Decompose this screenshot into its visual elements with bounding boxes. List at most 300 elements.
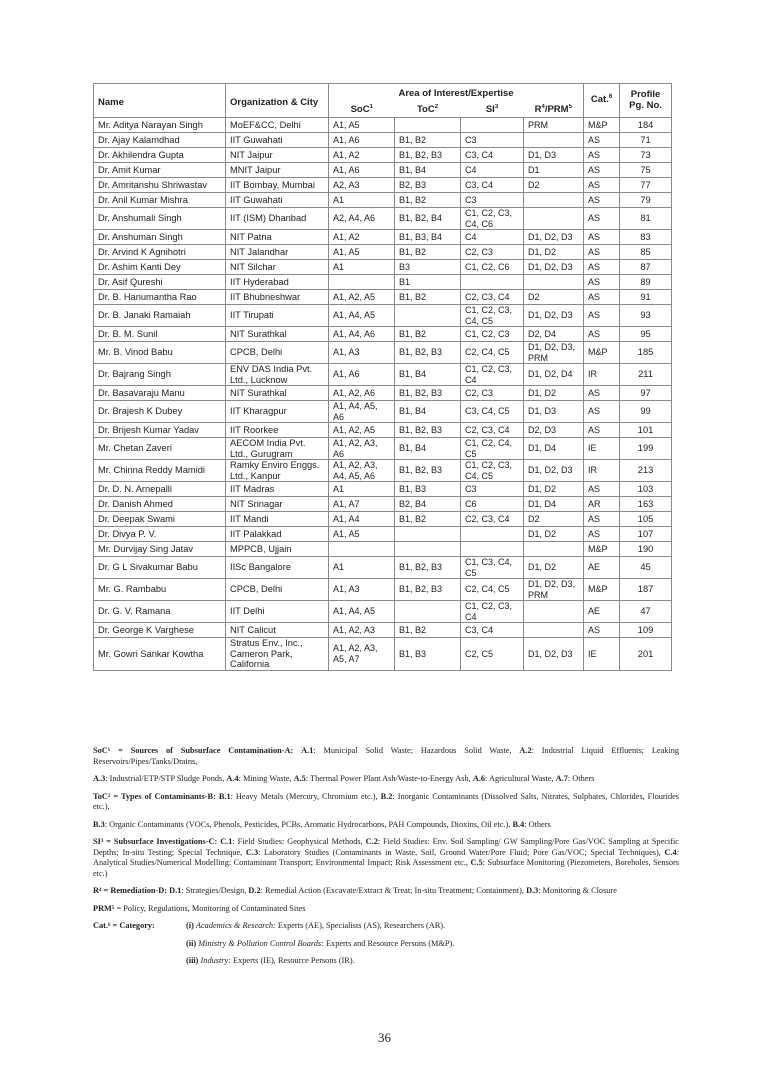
footnotes (93, 746, 679, 974)
toc-cell: B1, B2, B3 (395, 460, 461, 482)
table-row (94, 275, 672, 290)
toc-cell: B1, B2, B4 (395, 208, 461, 230)
remediation-cell (524, 542, 584, 557)
page-number: 36 (378, 1030, 391, 1045)
si-cell: C1, C2, C3, C4, C5 (461, 460, 524, 482)
r-header-text: R (534, 104, 542, 115)
category-3-text: Experts (IE), Resource Persons (IR). (230, 956, 355, 965)
category-cell: AS (584, 260, 620, 275)
soc-cell: A1, A2, A3 (329, 623, 395, 638)
soc-a4-text: : Mining Waste, (238, 774, 292, 783)
toc-header-text: ToC (416, 104, 435, 115)
remediation-column-header (524, 104, 584, 118)
toc-cell: B1, B4 (395, 364, 461, 386)
organization-cell: IIT Mandi (226, 512, 329, 527)
si-c5-code: C.5 (470, 858, 483, 867)
table-row (94, 623, 672, 638)
category-header-sup: 6 (608, 94, 613, 101)
soc-cell: A1, A2, A6 (329, 386, 395, 401)
name-cell: Mr. Durvijay Sing Jatav (94, 542, 226, 557)
profile-page-cell: 185 (620, 342, 672, 364)
profile-page-cell: 184 (620, 118, 672, 133)
organization-cell: MNIT Jaipur (226, 163, 329, 178)
category-cell: AS (584, 290, 620, 305)
toc-b1-code: B.1 (218, 791, 231, 801)
remediation-cell (524, 208, 584, 230)
remediation-cell: D1, D2 (524, 482, 584, 497)
organization-cell: IIT Guwahati (226, 133, 329, 148)
profile-page-cell: 163 (620, 497, 672, 512)
table-row (94, 163, 672, 178)
profile-page-cell: 47 (620, 601, 672, 623)
table-row (94, 230, 672, 245)
soc-a3-text: : Industrial/ETP/STP Sludge Ponds, (105, 774, 225, 783)
si-cell: C3, C4, C5 (461, 401, 524, 423)
si-cell (461, 275, 524, 290)
soc-cell: A1, A2, A3, A6 (329, 438, 395, 460)
soc-cell: A1 (329, 260, 395, 275)
remediation-cell: D1, D3 (524, 148, 584, 163)
table-row (94, 542, 672, 557)
prm-header-sup: 5 (568, 103, 572, 110)
profile-page-cell: 83 (620, 230, 672, 245)
category-cell: AS (584, 482, 620, 497)
profile-page-cell: 71 (620, 133, 672, 148)
name-cell: Dr. Ashim Kanti Dey (94, 260, 226, 275)
si-cell: C1, C3, C4, C5 (461, 557, 524, 579)
si-cell: C1, C2, C3, C4, C6 (461, 208, 524, 230)
organization-cell: CPCB, Delhi (226, 342, 329, 364)
r-d1-code: D.1 (169, 886, 182, 895)
organization-cell: IIT Palakkad (226, 527, 329, 542)
si-header-sup: 3 (494, 103, 499, 110)
organization-cell: Stratus Env., Inc., Cameron Park, California (226, 638, 329, 671)
category-2-text: Experts and Resource Persons (M&P). (323, 938, 455, 948)
prm-header-text: /PRM (544, 104, 569, 115)
note-remediation (93, 886, 679, 897)
soc-cell: A1, A2, A5 (329, 290, 395, 305)
soc-cell: A1, A6 (329, 163, 395, 178)
name-column-header: Name (94, 84, 226, 118)
r-d3-code: D.3 (526, 886, 539, 895)
category-cell: M&P (584, 542, 620, 557)
category-cell: IR (584, 364, 620, 386)
category-cell: AS (584, 386, 620, 401)
remediation-cell: D2, D3 (524, 423, 584, 438)
si-cell: C2, C3 (461, 245, 524, 260)
table-row (94, 193, 672, 208)
soc-label: SoC¹ = Sources of Subsurface Contamination-A: (93, 746, 294, 755)
organization-cell: IIT Hyderabad (226, 275, 329, 290)
toc-cell: B1, B2, B3 (395, 423, 461, 438)
profile-page-cell: 73 (620, 148, 672, 163)
category-cell: IR (584, 460, 620, 482)
soc-cell: A1, A6 (329, 364, 395, 386)
si-cell: C3, C4 (461, 623, 524, 638)
category-3-heading: Industry: (200, 956, 231, 965)
si-cell: C3 (461, 193, 524, 208)
si-cell: C2, C5 (461, 638, 524, 671)
name-cell: Dr. Brajesh K Dubey (94, 401, 226, 423)
si-cell: C2, C4, C5 (461, 342, 524, 364)
name-cell: Dr. Anshumali Singh (94, 208, 226, 230)
soc-cell: A1, A7 (329, 497, 395, 512)
toc-cell: B1, B3 (395, 638, 461, 671)
soc-cell: A1, A3 (329, 342, 395, 364)
remediation-cell: D1, D2 (524, 527, 584, 542)
category-item-1 (186, 921, 445, 932)
profile-page-cell: 107 (620, 527, 672, 542)
soc-header-text: SoC (350, 104, 370, 115)
toc-label: ToC² = Types of Contaminants-B: (93, 791, 216, 801)
table-row (94, 438, 672, 460)
experts-table (93, 83, 672, 671)
remediation-cell: D1 (524, 163, 584, 178)
si-cell: C2, C3, C4 (461, 512, 524, 527)
table-row (94, 364, 672, 386)
si-column-header (461, 104, 524, 118)
remediation-cell (524, 193, 584, 208)
category-cell: IE (584, 438, 620, 460)
name-cell: Dr. Brijesh Kumar Yadav (94, 423, 226, 438)
category-item-2 (186, 939, 679, 950)
remediation-cell: D1, D2 (524, 245, 584, 260)
remediation-cell: D1, D2 (524, 557, 584, 579)
organization-cell: AECOM India Pvt. Ltd., Gurugram (226, 438, 329, 460)
organization-cell: MPPCB, Ujjain (226, 542, 329, 557)
table-row (94, 497, 672, 512)
soc-a1-text: : Municipal Solid Waste; Hazardous Solid Waste, (313, 746, 512, 755)
soc-cell: A1, A2 (329, 148, 395, 163)
toc-cell: B1, B2 (395, 290, 461, 305)
toc-cell: B1, B2, B3 (395, 342, 461, 364)
name-cell: Dr. G. V. Ramana (94, 601, 226, 623)
category-cell: AS (584, 148, 620, 163)
category-cell: M&P (584, 342, 620, 364)
toc-cell: B1, B2, B3 (395, 386, 461, 401)
table-row (94, 527, 672, 542)
name-cell: Dr. Anshuman Singh (94, 230, 226, 245)
table-row (94, 482, 672, 497)
category-cell: AS (584, 305, 620, 327)
si-cell: C2, C3, C4 (461, 423, 524, 438)
soc-cell: A1, A6 (329, 133, 395, 148)
si-c3-text: : Laboratory Studies (Contaminants in Waste, Soil, Ground Water/Pore Fluid; Pore Gas/VOC; Special Techniques), (258, 847, 661, 857)
profile-page-cell: 201 (620, 638, 672, 671)
category-1-number: (i) (186, 921, 194, 930)
remediation-cell: D1, D2, D3 (524, 305, 584, 327)
toc-cell: B1, B2, B3 (395, 148, 461, 163)
organization-cell: IIT Guwahati (226, 193, 329, 208)
organization-column-header: Organization & City (226, 84, 329, 118)
name-cell: Dr. Anil Kumar Mishra (94, 193, 226, 208)
toc-cell: B3 (395, 260, 461, 275)
note-toc-continued (93, 820, 679, 831)
si-cell (461, 527, 524, 542)
organization-cell: NIT Calicut (226, 623, 329, 638)
si-c3-code: C.3 (245, 847, 259, 857)
category-cell: IE (584, 638, 620, 671)
category-cell: M&P (584, 118, 620, 133)
profile-page-cell: 95 (620, 327, 672, 342)
profile-page-cell: 97 (620, 386, 672, 401)
organization-cell: NIT Jaipur (226, 148, 329, 163)
organization-cell: NIT Jalandhar (226, 245, 329, 260)
category-2-number: (ii) (186, 938, 197, 948)
si-c2-code: C.2 (365, 837, 378, 846)
remediation-cell: D1, D2, D3 (524, 638, 584, 671)
table-row (94, 118, 672, 133)
profile-page-cell: 45 (620, 557, 672, 579)
toc-cell: B1, B2 (395, 512, 461, 527)
note-toc (93, 792, 679, 813)
name-cell: Dr. B. Janaki Ramaiah (94, 305, 226, 327)
organization-cell: IISc Bangalore (226, 557, 329, 579)
profile-page-cell: 81 (620, 208, 672, 230)
category-label: Cat.⁶ = Category: (93, 921, 155, 930)
table-row (94, 245, 672, 260)
soc-cell: A1, A2, A3, A5, A7 (329, 638, 395, 671)
soc-cell: A2, A3 (329, 178, 395, 193)
name-cell: Dr. Danish Ahmed (94, 497, 226, 512)
toc-cell: B1, B2, B3 (395, 579, 461, 601)
soc-cell: A1, A4, A5, A6 (329, 401, 395, 423)
soc-a2-text: : Industrial Liquid Effluents; Leaking Reservoirs/Pipes/Tanks/Drains, (93, 746, 680, 766)
table-row (94, 208, 672, 230)
table-row (94, 423, 672, 438)
soc-a4-code: A.4 (226, 774, 239, 783)
soc-cell: A1, A5 (329, 118, 395, 133)
toc-cell: B1, B4 (395, 401, 461, 423)
table-row (94, 512, 672, 527)
si-header-text: SI (485, 104, 495, 115)
remediation-cell: D2 (524, 290, 584, 305)
remediation-cell: D1, D2, D3 (524, 230, 584, 245)
note-si (93, 837, 679, 879)
toc-cell: B1, B2, B3 (395, 557, 461, 579)
organization-cell: IIT Bhubneshwar (226, 290, 329, 305)
si-cell: C2, C4, C5 (461, 579, 524, 601)
category-cell: AS (584, 275, 620, 290)
prm-label: PRM⁵ (93, 903, 115, 913)
category-cell: AS (584, 163, 620, 178)
organization-cell: IIT Roorkee (226, 423, 329, 438)
si-cell: C6 (461, 497, 524, 512)
r-d2-code: D.2 (248, 886, 261, 895)
category-cell: AE (584, 557, 620, 579)
r-d2-text: : Remedial Action (Excavate/Extract & Treat; In-situ Treatment; Containment), (260, 886, 524, 895)
name-cell: Dr. Amritanshu Shriwastav (94, 178, 226, 193)
toc-b2-code: B.2 (380, 791, 393, 801)
soc-cell: A1 (329, 193, 395, 208)
name-cell: Mr. Chinna Reddy Mamidi (94, 460, 226, 482)
toc-cell: B1, B2 (395, 133, 461, 148)
toc-cell (395, 542, 461, 557)
si-cell: C1, C2, C3, C4 (461, 601, 524, 623)
organization-cell: IIT (ISM) Dhanbad (226, 208, 329, 230)
name-cell: Dr. Akhilendra Gupta (94, 148, 226, 163)
category-2-heading: Ministry & Pollution Control Boards: (198, 938, 324, 948)
table-row (94, 342, 672, 364)
organization-cell: IIT Bombay, Mumbai (226, 178, 329, 193)
remediation-cell (524, 601, 584, 623)
organization-cell: ENV DAS India Pvt. Ltd., Lucknow (226, 364, 329, 386)
remediation-cell: D2, D4 (524, 327, 584, 342)
organization-cell: NIT Patna (226, 230, 329, 245)
soc-cell: A1, A4, A5 (329, 305, 395, 327)
soc-cell (329, 542, 395, 557)
soc-a6-code: A.6 (472, 774, 486, 783)
name-cell: Dr. Arvind K Agnihotri (94, 245, 226, 260)
soc-cell: A1, A5 (329, 527, 395, 542)
organization-cell: NIT Srinagar (226, 497, 329, 512)
remediation-cell: D1, D2, D3, PRM (524, 342, 584, 364)
table-row (94, 178, 672, 193)
soc-cell: A1, A4, A5 (329, 601, 395, 623)
soc-cell: A1, A2, A3, A4, A5, A6 (329, 460, 395, 482)
organization-cell: NIT Silchar (226, 260, 329, 275)
table-row (94, 290, 672, 305)
si-c4-code: C.4 (664, 847, 677, 857)
organization-cell: NIT Surathkal (226, 327, 329, 342)
si-cell: C1, C2, C6 (461, 260, 524, 275)
si-cell: C4 (461, 163, 524, 178)
table-row (94, 460, 672, 482)
profile-page-cell: 75 (620, 163, 672, 178)
toc-cell: B1, B3, B4 (395, 230, 461, 245)
toc-cell: B1, B2 (395, 245, 461, 260)
soc-a1-code: A.1 (301, 746, 314, 755)
toc-b3-text: : Organic Contaminants (VOCs, Phenols, Pesticides, PCBs, Aromatic Hydrocarbons, PAH Compounds, Dioxins, Oil etc.), (104, 819, 511, 829)
table-row (94, 260, 672, 275)
category-cell: AS (584, 178, 620, 193)
category-cell: AE (584, 601, 620, 623)
table-row (94, 579, 672, 601)
remediation-cell (524, 133, 584, 148)
profile-page-cell: 105 (620, 512, 672, 527)
toc-b4-text: : Others (524, 819, 551, 829)
profile-page-column-header: Profile Pg. No. (620, 84, 672, 118)
soc-a2-code: A.2 (519, 746, 532, 755)
soc-cell: A1, A2, A5 (329, 423, 395, 438)
category-cell: AS (584, 245, 620, 260)
soc-column-header (329, 104, 395, 118)
si-cell: C3 (461, 482, 524, 497)
toc-cell: B2, B4 (395, 497, 461, 512)
toc-b1-text: : Heavy Metals (Mercury, Chromium etc.), (230, 791, 378, 801)
profile-page-cell: 187 (620, 579, 672, 601)
profile-page-cell: 213 (620, 460, 672, 482)
soc-header-sup: 1 (369, 103, 373, 110)
category-3-number: (iii) (186, 956, 199, 965)
name-cell: Mr. Aditya Narayan Singh (94, 118, 226, 133)
category-cell: AR (584, 497, 620, 512)
organization-cell: NIT Surathkal (226, 386, 329, 401)
soc-cell (329, 275, 395, 290)
si-cell: C1, C2, C3 (461, 327, 524, 342)
toc-cell: B1, B2 (395, 623, 461, 638)
si-cell: C3, C4 (461, 178, 524, 193)
category-cell: AS (584, 208, 620, 230)
category-cell: AS (584, 401, 620, 423)
toc-cell (395, 118, 461, 133)
name-cell: Dr. George K Varghese (94, 623, 226, 638)
category-cell: AS (584, 327, 620, 342)
si-cell: C1, C2, C3, C4 (461, 364, 524, 386)
remediation-cell: D1, D3 (524, 401, 584, 423)
toc-cell: B2, B3 (395, 178, 461, 193)
si-c2-text: : Field Studies: Env. Soil Sampling/ GW Sampling/Pore Gas/VOC Sampling at Specific Depths; In-situ Testing; Special Technique, (93, 837, 679, 857)
profile-page-cell: 190 (620, 542, 672, 557)
profile-page-cell: 79 (620, 193, 672, 208)
remediation-cell: D1, D2 (524, 386, 584, 401)
category-cell: AS (584, 230, 620, 245)
table-body (94, 118, 672, 671)
remediation-cell: D1, D4 (524, 438, 584, 460)
soc-cell: A1 (329, 557, 395, 579)
name-cell: Mr. Gowri Sankar Kowtha (94, 638, 226, 671)
note-soc (93, 746, 679, 767)
profile-page-cell: 85 (620, 245, 672, 260)
toc-column-header (395, 104, 461, 118)
si-cell: C1, C2, C4, C5 (461, 438, 524, 460)
remediation-cell: D2 (524, 178, 584, 193)
profile-page-cell: 91 (620, 290, 672, 305)
name-cell: Dr. Asif Qureshi (94, 275, 226, 290)
soc-a6-text: : Agricultural Waste, (485, 774, 554, 783)
table-row (94, 327, 672, 342)
si-cell: C3 (461, 133, 524, 148)
name-cell: Mr. Chetan Zaveri (94, 438, 226, 460)
category-cell: AS (584, 193, 620, 208)
toc-cell: B1, B3 (395, 482, 461, 497)
toc-cell (395, 601, 461, 623)
r-label: R⁴ = Remediation-D: (93, 886, 168, 895)
si-c1-text: : Field Studies: Geophysical Methods, (232, 837, 363, 846)
soc-a7-code: A.7 (555, 774, 568, 783)
remediation-cell: D1, D2, D4 (524, 364, 584, 386)
name-cell: Dr. B. M. Sunil (94, 327, 226, 342)
si-cell: C2, C3 (461, 386, 524, 401)
si-cell: C4 (461, 230, 524, 245)
name-cell: Dr. Ajay Kalamdhad (94, 133, 226, 148)
profile-page-cell: 211 (620, 364, 672, 386)
category-cell: AS (584, 623, 620, 638)
table-row (94, 557, 672, 579)
toc-cell (395, 527, 461, 542)
category-1-text: Experts (AE), Specialists (AS), Researchers (AR). (275, 921, 446, 930)
si-cell (461, 118, 524, 133)
category-cell: AS (584, 527, 620, 542)
toc-cell: B1, B2 (395, 193, 461, 208)
toc-cell: B1, B2 (395, 327, 461, 342)
toc-b3-code: B.3 (93, 819, 105, 829)
table-row (94, 401, 672, 423)
category-header-text: Cat. (590, 94, 609, 106)
soc-cell: A1, A4, A6 (329, 327, 395, 342)
soc-cell: A1, A4 (329, 512, 395, 527)
profile-page-cell: 93 (620, 305, 672, 327)
organization-cell: CPCB, Delhi (226, 579, 329, 601)
soc-a5-text: : Thermal Power Plant Ash/Waste-to-Energy Ash, (305, 774, 471, 783)
table-row (94, 601, 672, 623)
soc-a3-code: A.3 (93, 774, 106, 783)
profile-page-cell: 103 (620, 482, 672, 497)
organization-cell: IIT Delhi (226, 601, 329, 623)
remediation-cell: D1, D2, D3 (524, 260, 584, 275)
note-prm (93, 904, 679, 915)
soc-a7-text: : Others (567, 774, 595, 783)
